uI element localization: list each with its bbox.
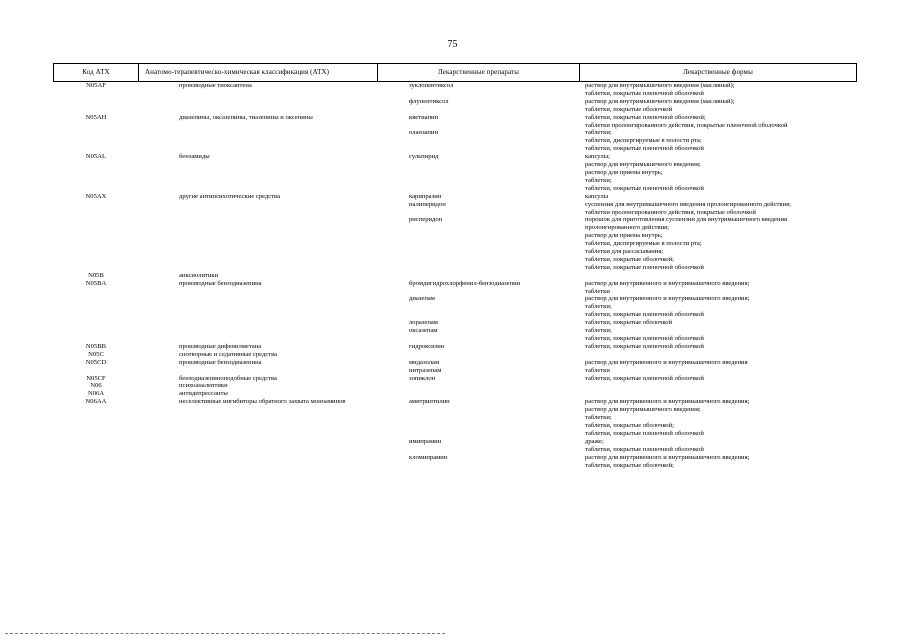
table-row (53, 288, 857, 296)
classification-cell (139, 129, 378, 137)
atx-code-cell (53, 106, 139, 114)
table-row (53, 224, 857, 232)
table-row (53, 216, 857, 224)
dosage-form-cell: таблетки, покрытые пленочной оболочкой (585, 445, 704, 453)
table-row (53, 169, 857, 177)
dosage-form-cell: таблетки, покрытые пленочной оболочкой (585, 429, 704, 437)
table-row (53, 201, 857, 209)
classification-cell (139, 422, 378, 430)
table-row (53, 98, 857, 106)
drug-name-cell (378, 264, 580, 272)
drug-name-cell (378, 161, 580, 169)
atx-code-cell (53, 454, 139, 462)
drug-name-cell (378, 240, 580, 248)
page-number: 75 (447, 39, 458, 50)
drug-name-cell: кломипрамин (409, 453, 448, 461)
table-row (53, 161, 857, 169)
table-row (53, 177, 857, 185)
table-row (53, 232, 857, 240)
drug-name-cell (378, 303, 580, 311)
dosage-form-cell: суспензия для внутримышечного введения пролонгированного действия; (585, 200, 791, 208)
classification-cell: производные тиоксантена (179, 82, 252, 89)
table-row (53, 153, 857, 161)
drug-name-cell: диазепам (409, 295, 435, 303)
atx-code-cell (53, 311, 139, 319)
classification-cell (139, 288, 378, 296)
classification-cell (139, 240, 378, 248)
drug-name-cell: мидазолам (409, 358, 440, 366)
atx-code-cell (53, 185, 139, 193)
table-row (53, 240, 857, 248)
classification-cell: неселективные ингибиторы обратного захвата моноаминов (179, 398, 346, 406)
atx-code-cell (53, 430, 139, 438)
classification-cell (139, 248, 378, 256)
table-row (53, 367, 857, 375)
dosage-form-cell: таблетки, покрытые пленочной оболочкой (585, 184, 704, 192)
atx-code-cell (53, 438, 139, 446)
dosage-form-cell: таблетки, покрытые пленочной оболочкой (585, 342, 704, 350)
table-row (53, 319, 857, 327)
drug-name-cell (378, 414, 580, 422)
dosage-form-cell: таблетки, диспергируемые в полости рта; (585, 240, 702, 248)
classification-cell: производные бензодиазепина (179, 279, 262, 287)
atx-code-cell: N05AF (86, 82, 106, 89)
atx-code-cell: N06 (90, 382, 102, 390)
table-row (53, 82, 857, 90)
drug-name-cell (378, 390, 580, 398)
classification-cell (139, 90, 378, 98)
table-row (53, 264, 857, 272)
atx-code-cell (53, 327, 139, 335)
atx-code-cell (53, 295, 139, 303)
classification-cell: анксиолитики (179, 271, 219, 279)
table-row (53, 359, 857, 367)
dosage-form-cell: таблетки пролонгированного действия, покрытые пленочной оболочкой (585, 121, 788, 129)
atx-code-cell: N05CF (86, 374, 106, 382)
classification-cell (139, 430, 378, 438)
dosage-form-cell (580, 382, 857, 390)
classification-cell (139, 201, 378, 209)
atx-code-cell (53, 367, 139, 375)
table-row (53, 454, 857, 462)
drug-name-cell (378, 145, 580, 153)
drug-name-cell (378, 351, 580, 359)
atx-code-cell (53, 90, 139, 98)
dosage-form-cell: таблетки; (585, 303, 612, 311)
table-row (53, 390, 857, 398)
drug-name-cell (378, 209, 580, 217)
dosage-form-cell: таблетки для рассасывания; (585, 248, 664, 256)
table-row (53, 256, 857, 264)
atx-code-cell (53, 422, 139, 430)
classification-cell (139, 414, 378, 422)
table-row (53, 129, 857, 137)
drug-name-cell (378, 462, 580, 470)
table-row (53, 295, 857, 303)
atx-code-cell (53, 145, 139, 153)
atx-code-cell (53, 177, 139, 185)
drug-name-cell (378, 90, 580, 98)
drug-name-cell: кветиапин (409, 113, 439, 121)
atx-code-cell: N05AX (85, 192, 107, 200)
drug-name-cell: имипрамин (409, 437, 442, 445)
dosage-form-cell: раствор для внутривенного и внутримышечного введения; (585, 295, 750, 303)
table-row (53, 303, 857, 311)
dosage-form-cell: таблетки, покрытые пленочной оболочкой (585, 374, 704, 382)
atx-code-cell (53, 122, 139, 130)
drug-name-cell (378, 382, 580, 390)
classification-cell (139, 335, 378, 343)
drug-name-cell (378, 335, 580, 343)
table-row (53, 280, 857, 288)
dosage-form-cell: таблетки, покрытые оболочкой (585, 105, 673, 113)
atx-code-cell (53, 216, 139, 224)
atx-code-cell (53, 240, 139, 248)
atx-code-cell (53, 462, 139, 470)
dosage-form-cell: раствор для внутримышечного введения; (585, 406, 701, 414)
dosage-form-cell: раствор для внутривенного и внутримышечного введения (585, 358, 748, 366)
dosage-form-cell: таблетки; (585, 414, 612, 422)
table-row (53, 414, 857, 422)
atx-code-cell (53, 224, 139, 232)
drug-name-cell (378, 137, 580, 145)
drug-name-cell: флупентиксол (409, 97, 449, 105)
table-row (53, 335, 857, 343)
dosage-form-cell: раствор для внутривенного и внутримышечного введения; (585, 453, 750, 461)
drug-name-cell: гидроксизин (409, 342, 445, 350)
classification-cell (139, 264, 378, 272)
drug-name-cell (378, 185, 580, 193)
classification-cell (139, 137, 378, 145)
dosage-form-cell: таблетки, покрытые оболочкой; (585, 421, 674, 429)
drug-name-cell (378, 248, 580, 256)
classification-cell: диазепины, оксазепины, тиазепины и оксепины (179, 113, 313, 121)
drug-name-cell: палиперидон (409, 200, 446, 208)
table-row (53, 398, 857, 406)
atx-code-cell (53, 288, 139, 296)
drug-name-cell: нитразепам (409, 366, 442, 374)
atx-code-cell: N06AA (85, 398, 107, 406)
classification-cell (139, 319, 378, 327)
drug-name-cell (378, 272, 580, 280)
atx-code-cell: N05C (88, 350, 104, 358)
classification-cell (139, 438, 378, 446)
dosage-form-cell: раствор для внутримышечного введения (масляный); (585, 97, 735, 105)
dosage-form-cell: капсулы; (585, 153, 610, 161)
table-row (53, 114, 857, 122)
dosage-form-cell: раствор для внутримышечного введения; (585, 161, 701, 169)
atx-code-cell (53, 98, 139, 106)
classification-cell (139, 311, 378, 319)
dosage-form-cell: раствор для внутривенного и внутримышечного введения; (585, 398, 750, 406)
dosage-form-cell: таблетки, покрытые пленочной оболочкой (585, 263, 704, 271)
classification-cell (139, 327, 378, 335)
classification-cell (139, 303, 378, 311)
classification-cell: бензодиазепиноподобные средства (179, 374, 277, 382)
table-row (53, 145, 857, 153)
table-row (53, 185, 857, 193)
table-row (53, 248, 857, 256)
table-row (53, 106, 857, 114)
atx-code-cell (53, 137, 139, 145)
classification-cell (139, 462, 378, 470)
classification-cell (139, 145, 378, 153)
dosage-form-cell: таблетки, покрытые оболочкой; (585, 461, 674, 469)
dosage-form-cell: пролонгированного действия; (585, 224, 669, 232)
drug-name-cell (378, 311, 580, 319)
table-row (53, 137, 857, 145)
table-header-row (53, 63, 857, 82)
atx-code-cell (53, 169, 139, 177)
classification-cell (139, 209, 378, 217)
classification-cell: производные бензодиазепина (179, 358, 262, 366)
drug-name-cell (378, 430, 580, 438)
classification-cell (139, 161, 378, 169)
drug-name-cell (378, 232, 580, 240)
classification-cell (139, 232, 378, 240)
drug-name-cell: зопиклон (409, 374, 436, 382)
atx-code-cell (53, 406, 139, 414)
dosage-form-cell: драже; (585, 437, 604, 445)
classification-cell (139, 185, 378, 193)
classification-cell (139, 122, 378, 130)
dosage-form-cell: таблетки (585, 366, 610, 374)
atx-code-cell: N05BA (85, 279, 107, 287)
dosage-form-cell: порошок для приготовления суспензии для внутримышечного введения (585, 216, 788, 224)
dosage-form-cell: таблетки, покрытые пленочной оболочкой (585, 335, 704, 342)
table-row (53, 327, 857, 335)
header-forms: Лекарственные формы (580, 64, 857, 81)
table-row (53, 311, 857, 319)
atx-code-cell: N05AH (85, 113, 107, 121)
classification-cell (139, 367, 378, 375)
dosage-form-cell: таблетки, покрытые оболочкой (585, 319, 673, 327)
dosage-form-cell: таблетки, покрытые пленочной оболочкой (585, 145, 704, 153)
drug-name-cell (378, 288, 580, 296)
atx-code-cell (53, 248, 139, 256)
classification-cell (139, 406, 378, 414)
dosage-form-cell: раствор для внутривенного и внутримышечного введения; (585, 279, 750, 287)
classification-cell (139, 98, 378, 106)
atx-code-cell: N05B (88, 271, 104, 279)
drug-name-cell: лоразепам (409, 319, 438, 327)
dosage-form-cell: таблетки, покрытые пленочной оболочкой (585, 311, 704, 319)
dosage-form-cell: капсулы (585, 192, 609, 200)
atx-code-cell (53, 319, 139, 327)
drug-name-cell (378, 122, 580, 130)
drug-name-cell: оланзапин (409, 129, 438, 137)
drug-name-cell (378, 106, 580, 114)
atx-code-cell: N05CD (85, 358, 107, 366)
classification-cell (139, 177, 378, 185)
classification-cell (139, 256, 378, 264)
table-row (53, 272, 857, 280)
drug-name-cell: оксазепам (409, 327, 438, 335)
classification-cell (139, 224, 378, 232)
atx-code-cell (53, 446, 139, 454)
classification-cell: бензамиды (179, 153, 210, 161)
classification-cell (139, 106, 378, 114)
drug-name-cell (378, 446, 580, 454)
table-body (53, 82, 857, 469)
dosage-form-cell: таблетки; (585, 327, 612, 335)
atx-code-cell (53, 335, 139, 343)
drug-name-cell (378, 256, 580, 264)
atx-code-cell (53, 161, 139, 169)
table-row (53, 406, 857, 414)
atx-table (53, 63, 857, 469)
classification-cell: другие антипсихотические средства (179, 192, 281, 200)
table-row (53, 122, 857, 130)
table-row (53, 462, 857, 470)
table-row (53, 193, 857, 201)
classification-cell (139, 216, 378, 224)
classification-cell (139, 446, 378, 454)
classification-cell: психоаналептики (179, 382, 228, 390)
atx-code-cell (53, 129, 139, 137)
table-row (53, 446, 857, 454)
table-row (53, 430, 857, 438)
dosage-form-cell: таблетки, покрытые оболочкой; (585, 255, 674, 263)
atx-code-cell (53, 256, 139, 264)
dosage-form-cell: раствор для внутримышечного введения (масляный); (585, 82, 735, 89)
atx-code-cell (53, 264, 139, 272)
dosage-form-cell: раствор для приема внутрь; (585, 168, 663, 176)
dosage-form-cell: таблетки, диспергируемые в полости рта; (585, 137, 702, 145)
drug-name-cell: карипразин (409, 192, 442, 200)
atx-code-cell (53, 201, 139, 209)
classification-cell: антидепрессанты (179, 390, 228, 398)
drug-name-cell: рисперидон (409, 216, 443, 224)
atx-code-cell (53, 209, 139, 217)
drug-name-cell (378, 224, 580, 232)
dosage-form-cell: таблетки; (585, 129, 612, 137)
atx-code-cell (53, 232, 139, 240)
classification-cell (139, 295, 378, 303)
drug-name-cell (378, 177, 580, 185)
drug-name-cell: сульпирид (409, 153, 439, 161)
drug-name-cell (378, 422, 580, 430)
atx-code-cell: N06A (87, 390, 105, 398)
header-classification: Анатомо-терапевтическо-химическая классификация (АТХ) (139, 64, 378, 81)
dosage-form-cell (580, 272, 857, 280)
atx-code-cell (53, 303, 139, 311)
table-row (53, 351, 857, 359)
dosage-form-cell (580, 390, 857, 398)
classification-cell: снотворные и седативные средства (179, 350, 278, 358)
classification-cell: производные дифенилметана (179, 342, 262, 350)
header-code: Код АТХ (53, 64, 139, 81)
footer-divider (5, 633, 445, 634)
drug-name-cell: амитриптилин (409, 398, 450, 406)
classification-cell (139, 454, 378, 462)
dosage-form-cell: таблетки (585, 287, 610, 295)
drug-name-cell: бромдигидрохлорфенил-бензодиазепин (409, 279, 521, 287)
drug-name-cell (378, 169, 580, 177)
drug-name-cell: зуклопентиксол (409, 82, 454, 89)
drug-name-cell (378, 406, 580, 414)
header-drugs: Лекарственные препараты (378, 64, 580, 81)
table-row (53, 382, 857, 390)
atx-code-cell: N05AL (85, 153, 107, 161)
table-row (53, 422, 857, 430)
dosage-form-cell: таблетки; (585, 176, 612, 184)
table-row (53, 90, 857, 98)
dosage-form-cell: таблетки пролонгированного действия, покрытые оболочкой (585, 208, 756, 216)
dosage-form-cell: таблетки, покрытые пленочной оболочкой; (585, 113, 706, 121)
classification-cell (139, 169, 378, 177)
table-row (53, 375, 857, 383)
dosage-form-cell: таблетки, покрытые пленочной оболочкой (585, 89, 704, 97)
table-row (53, 209, 857, 217)
atx-code-cell (53, 414, 139, 422)
table-row (53, 438, 857, 446)
dosage-form-cell: раствор для приема внутрь; (585, 232, 663, 240)
atx-code-cell: N05BB (85, 342, 107, 350)
table-row (53, 343, 857, 351)
dosage-form-cell (580, 351, 857, 359)
